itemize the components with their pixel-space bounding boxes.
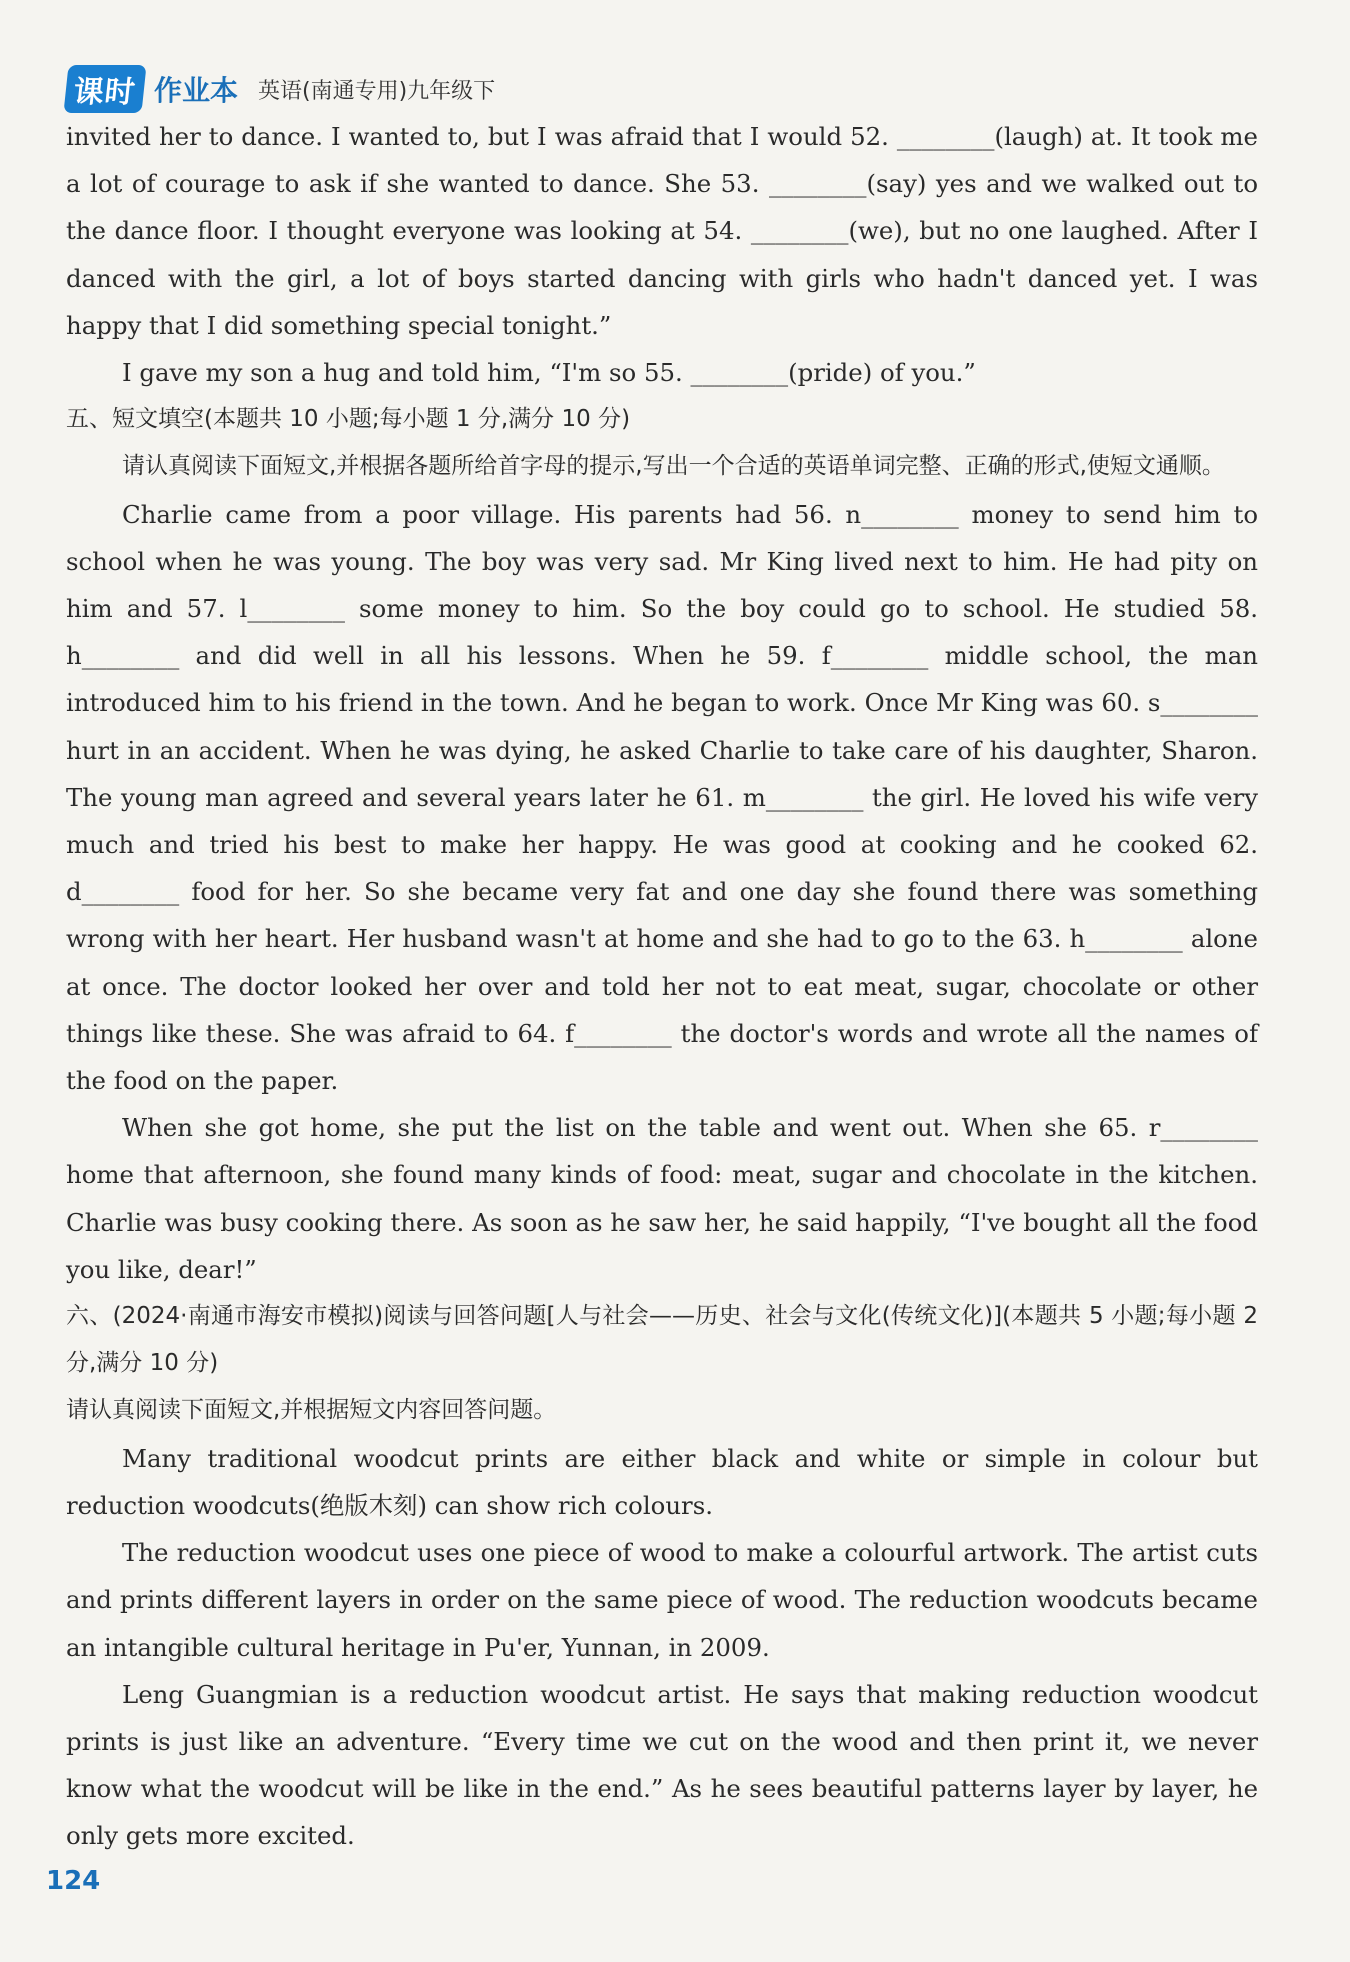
instruction: 请认真阅读下面短文,并根据短文内容回答问题。	[66, 1397, 557, 1424]
paragraph: Leng Guangmian is a reduction woodcut artist. He says that making reduction woodcut prints is just like an adventure. “Every time we cut on the wood and then print it, we never know what the woodcut will be like in the end.” As he sees beautiful patterns layer by layer, he only gets more excited.	[66, 1679, 1258, 1851]
section-heading: 五、短文填空(本题共 10 小题;每小题 1 分,满分 10 分)	[66, 406, 631, 433]
brand-title: 作业本	[154, 74, 239, 107]
brand-logo: 课时	[63, 65, 146, 113]
paragraph: The reduction woodcut uses one piece of wood to make a colourful artwork. The artist cuts and prints different layers in order on the same piece of wood. The reduction woodcuts became an intangible cultural heritage in Pu'er, Yunnan, in 2009.	[66, 1538, 1258, 1662]
paragraph: I gave my son a hug and told him, “I'm so 55. ________(pride) of you.”	[122, 358, 976, 388]
paragraph: Charlie came from a poor village. His parents had 56. n________ money to send him to school when he was young. The boy was very sad. Mr King lived next to him. He had pity on him and 57. l________ some money to him. So the boy could go to school. He studied 58. h________ and did well in all his lessons. When he 59. f________ middle school, the man introduced him to his friend in the town. And he began to work. Once Mr King was 60. s________ hurt in an accident. When he was dying, he asked Charlie to take care of his daughter, Sharon. The young man agreed and several years later he 61. m________ the girl. He loved his wife very much and tried his best to make her happy. He was good at cooking and he cooked 62. d________ food for her. So she became very fat and one day she found there was something wrong with her heart. Her husband wasn't at home and she had to go to the 63. h________ alone at once. The doctor looked her over and told her not to eat meat, sugar, chocolate or other things like these. She was afraid to 64. f________ the doctor's words and wrote all the names of the food on the paper.	[66, 499, 1258, 1096]
content	[66, 113, 1258, 1860]
subject-label: 英语(南通专用)九年级下	[258, 78, 496, 104]
paragraph: Many traditional woodcut prints are either black and white or simple in colour but reduction woodcuts(绝版木刻) can show rich colours.	[66, 1443, 1258, 1520]
header	[66, 66, 495, 112]
paragraph: invited her to dance. I wanted to, but I was afraid that I would 52. ________(laugh) at. It took me a lot of courage to ask if she wanted to dance. She 53. ________(say) yes and we walked out to the dance floor. I thought everyone was looking at 54. ________(we), but no one laughed. After I danced with the girl, a lot of boys started dancing with girls who hadn't danced yet. I was happy that I did something special tonight.”	[66, 122, 1258, 340]
section-heading: 六、(2024·南通市海安市模拟)阅读与回答问题[人与社会——历史、社会与文化(传统文化)](本题共 5 小题;每小题 2 分,满分 10 分)	[66, 1303, 1258, 1377]
instruction: 请认真阅读下面短文,并根据各题所给首字母的提示,写出一个合适的英语单词完整、正确的形式,使短文通顺。	[122, 453, 1225, 480]
page-number: 124	[46, 1866, 101, 1896]
paragraph: When she got home, she put the list on the table and went out. When she 65. r________ home that afternoon, she found many kinds of food: meat, sugar and chocolate in the kitchen. Charlie was busy cooking there. As soon as he saw her, he said happily, “I've bought all the food you like, dear!”	[66, 1113, 1258, 1284]
